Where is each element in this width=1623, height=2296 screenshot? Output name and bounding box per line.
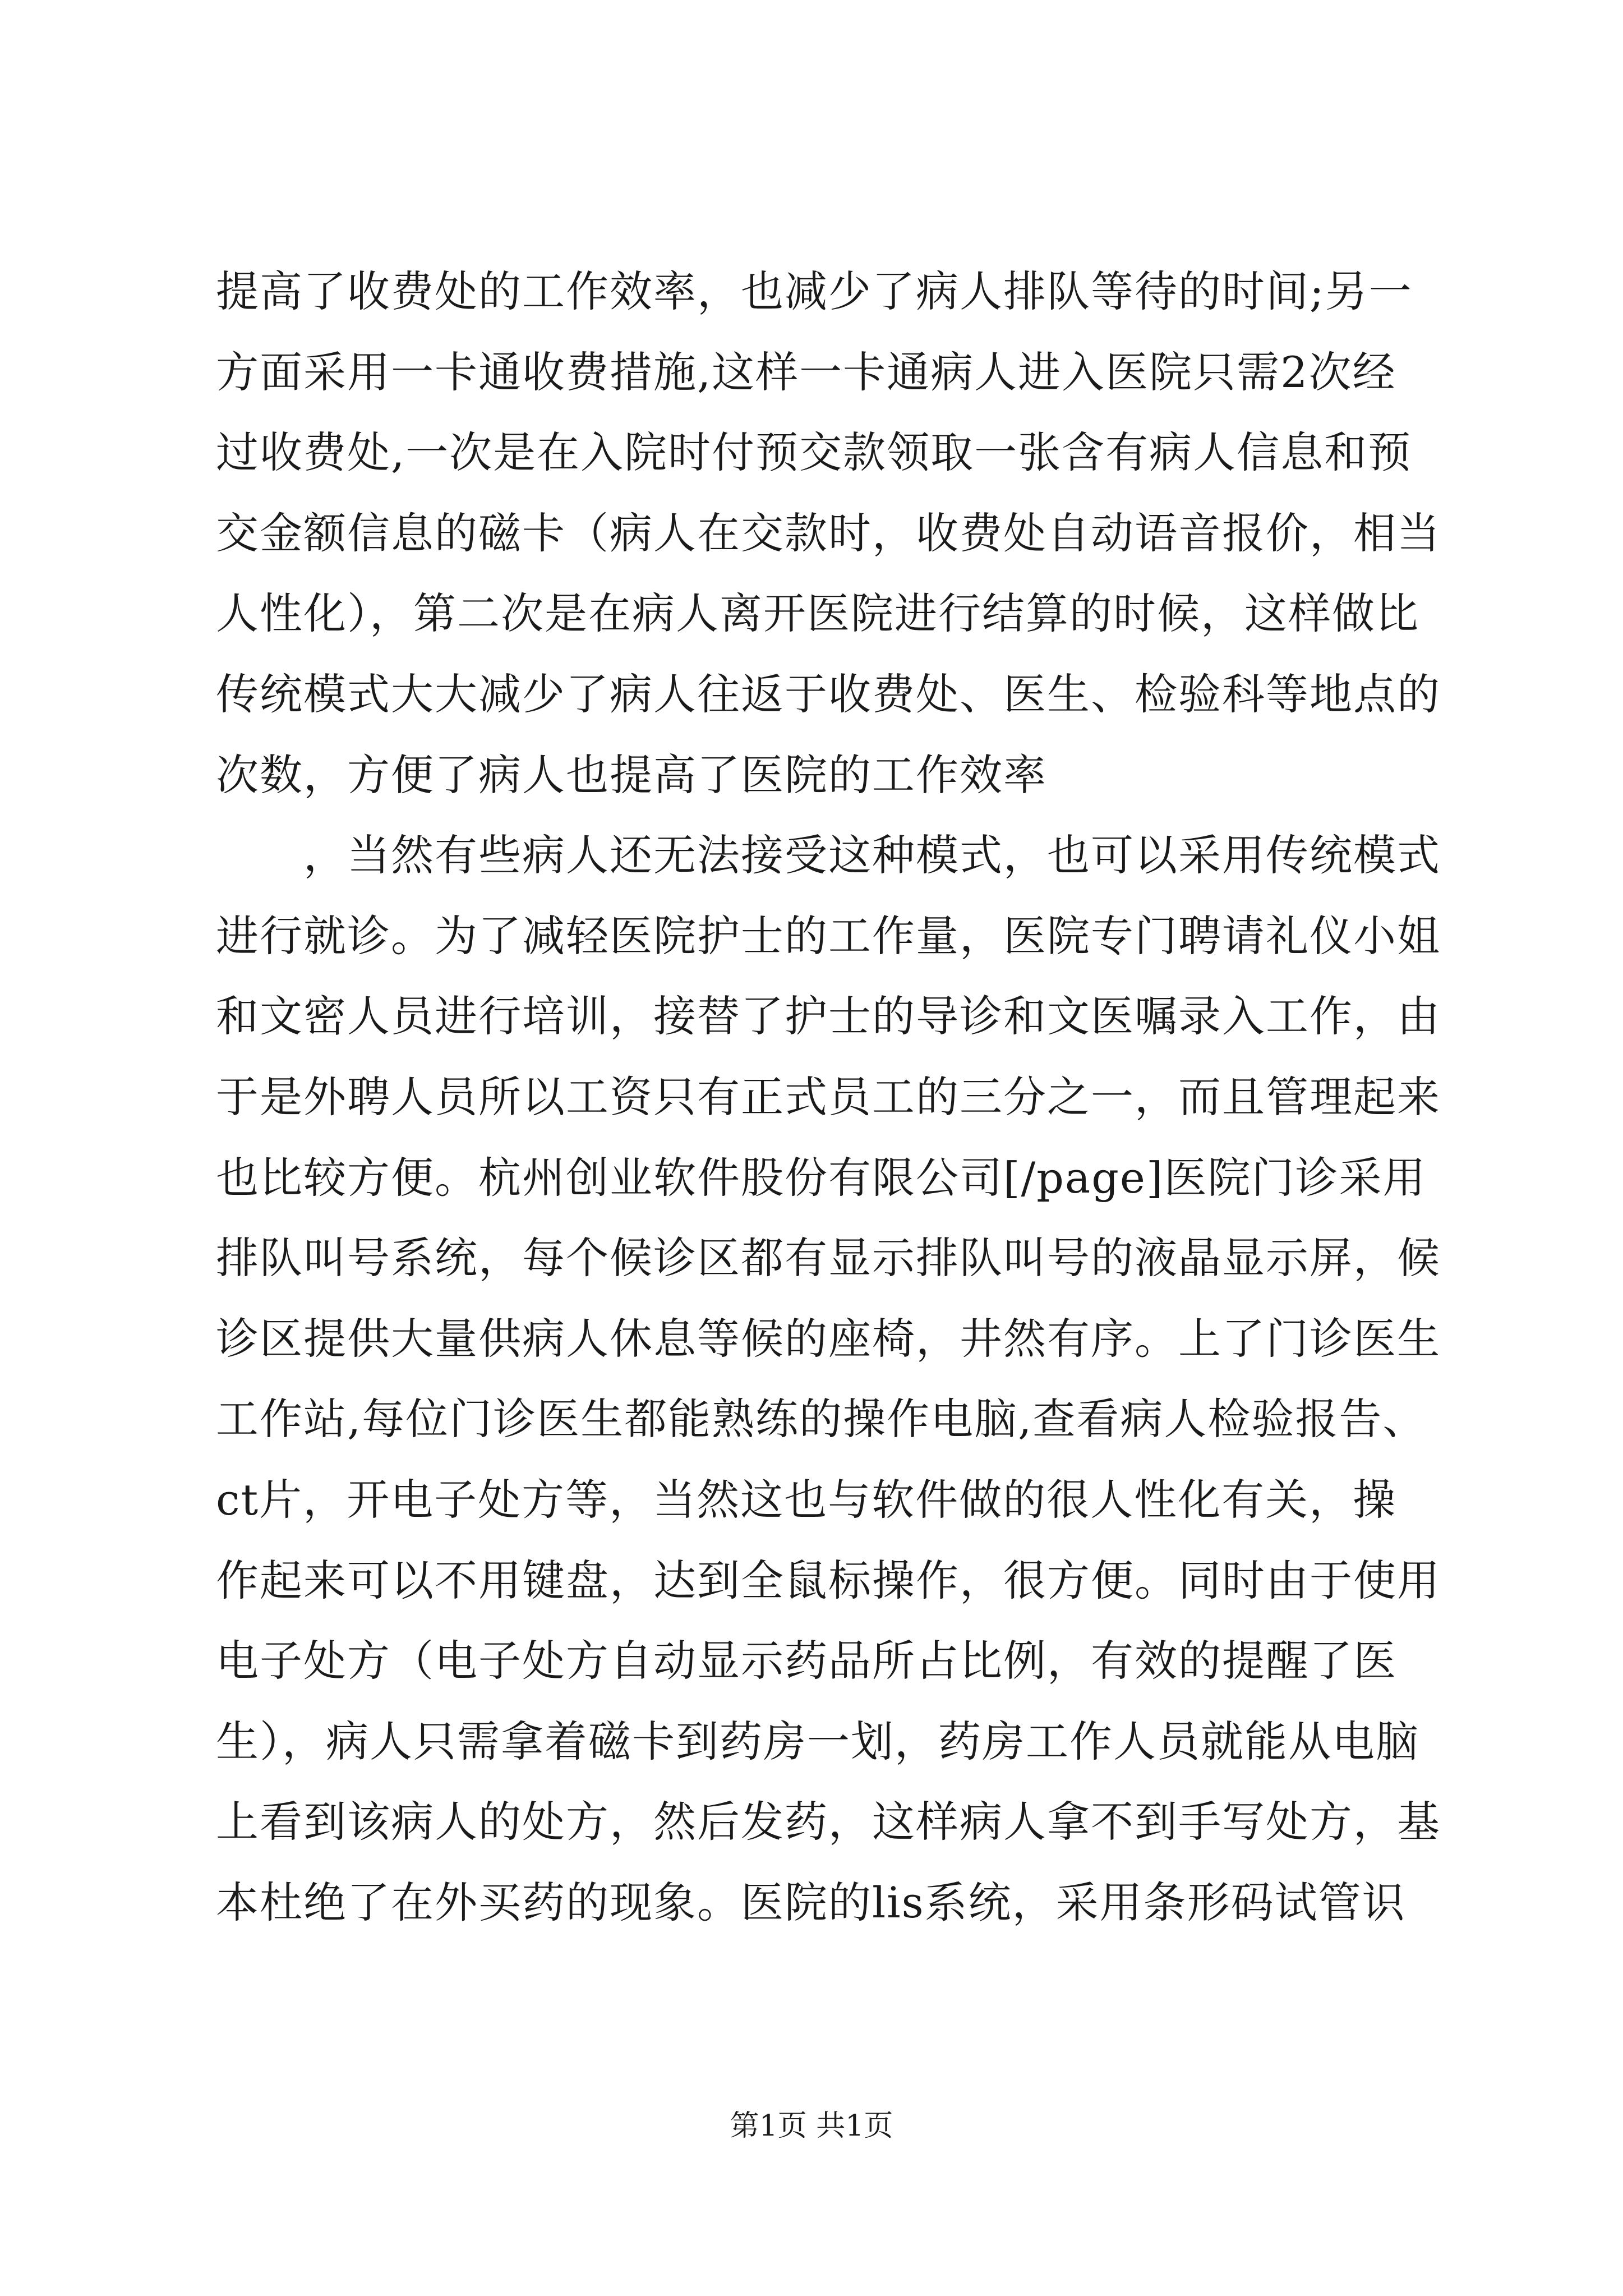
page-footer [0, 2106, 1623, 2146]
text-line: ，当然有些病人还无法接受这种模式，也可以采用传统模式 [216, 830, 1441, 881]
text-line: 生），病人只需拿着磁卡到药房一划，药房工作人员就能从电脑 [216, 1716, 1419, 1766]
text-line: 电子处方（电子处方自动显示药品所占比例，有效的提醒了医 [216, 1636, 1397, 1686]
text-line: 工作站,每位门诊医生都能熟练的操作电脑,查看病人检验报告、 [216, 1394, 1427, 1444]
text-line: 次数，方便了病人也提高了医院的工作效率 [216, 749, 1047, 800]
text-line: 作起来可以不用键盘，达到全鼠标操作，很方便。同时由于使用 [216, 1555, 1441, 1605]
text-line: 进行就诊。为了减轻医院护士的工作量，医院专门聘请礼仪小姐 [216, 910, 1441, 961]
text-line: 排队叫号系统，每个候诊区都有显示排队叫号的液晶显示屏，候 [216, 1233, 1441, 1283]
text-line: 方面采用一卡通收费措施,这样一卡通病人进入医院只需2次经 [216, 347, 1396, 397]
body-text [216, 251, 1441, 1943]
text-line: 本杜绝了在外买药的现象。医院的lis系统，采用条形码试管识 [216, 1877, 1406, 1927]
text-line: 交金额信息的磁卡（病人在交款时，收费处自动语音报价，相当 [216, 508, 1441, 558]
text-line: 也比较方便。杭州创业软件股份有限公司[/page]医院门诊采用 [216, 1152, 1427, 1203]
text-line: 人性化），第二次是在病人离开医院进行结算的时候，这样做比 [216, 588, 1419, 639]
text-line: 传统模式大大减少了病人往返于收费处、医生、检验科等地点的 [216, 669, 1441, 719]
text-line: 提高了收费处的工作效率，也减少了病人排队等待的时间;另一 [216, 266, 1413, 316]
text-line: 于是外聘人员所以工资只有正式员工的三分之一，而且管理起来 [216, 1071, 1441, 1122]
text-line: 和文密人员进行培训，接替了护士的导诊和文医嘱录入工作，由 [216, 991, 1441, 1042]
text-line: 过收费处,一次是在入院时付预交款领取一张含有病人信息和预 [216, 427, 1412, 478]
page-number: 第1页 共1页 [730, 2109, 893, 2143]
text-line: 诊区提供大量供病人休息等候的座椅，井然有序。上了门诊医生 [216, 1313, 1441, 1364]
text-line: ct片，开电子处方等，当然这也与软件做的很人性化有关，操 [216, 1474, 1397, 1525]
text-line: 上看到该病人的处方，然后发药，这样病人拿不到手写处方，基 [216, 1797, 1441, 1847]
